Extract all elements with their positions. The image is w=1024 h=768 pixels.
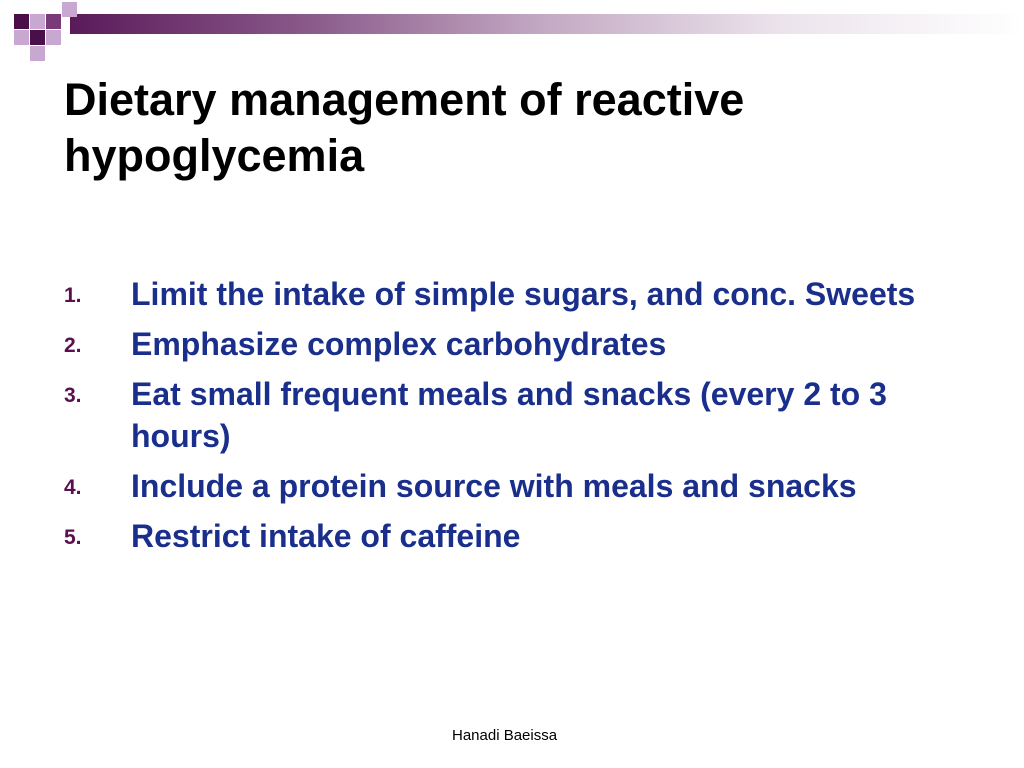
decor-square bbox=[46, 30, 61, 45]
decor-square bbox=[30, 14, 45, 29]
decor-square bbox=[14, 14, 29, 29]
list-item-number: 1. bbox=[64, 284, 82, 307]
decor-square bbox=[30, 30, 45, 45]
title-line-2: hypoglycemia bbox=[64, 130, 365, 181]
list-item-text: Eat small frequent meals and snacks (every 2 to 3 hours) bbox=[131, 376, 887, 454]
top-decoration bbox=[0, 0, 1024, 60]
list-item-number: 5. bbox=[64, 526, 82, 549]
list-item-text: Emphasize complex carbohydrates bbox=[131, 326, 667, 362]
title-line-1: Dietary management of reactive bbox=[64, 74, 745, 125]
list-item-text: Include a protein source with meals and snacks bbox=[131, 468, 857, 504]
decor-square bbox=[14, 30, 29, 45]
decor-square bbox=[30, 46, 45, 61]
decor-square bbox=[46, 14, 61, 29]
gradient-bar bbox=[70, 14, 1024, 34]
list-item-number: 3. bbox=[64, 384, 82, 407]
footer-author: Hanadi Baeissa bbox=[452, 727, 558, 744]
slide-title bbox=[64, 72, 964, 184]
list-item-number: 2. bbox=[64, 334, 82, 357]
list-item bbox=[64, 323, 964, 365]
decor-square bbox=[62, 2, 77, 17]
list-item bbox=[64, 465, 964, 507]
list-item bbox=[64, 373, 964, 457]
list-item-text: Restrict intake of caffeine bbox=[131, 518, 521, 554]
management-list bbox=[64, 273, 964, 565]
list-item bbox=[64, 515, 964, 557]
list-item-text: Limit the intake of simple sugars, and conc. Sweets bbox=[131, 276, 916, 312]
list-item bbox=[64, 273, 964, 315]
list-item-number: 4. bbox=[64, 476, 82, 499]
